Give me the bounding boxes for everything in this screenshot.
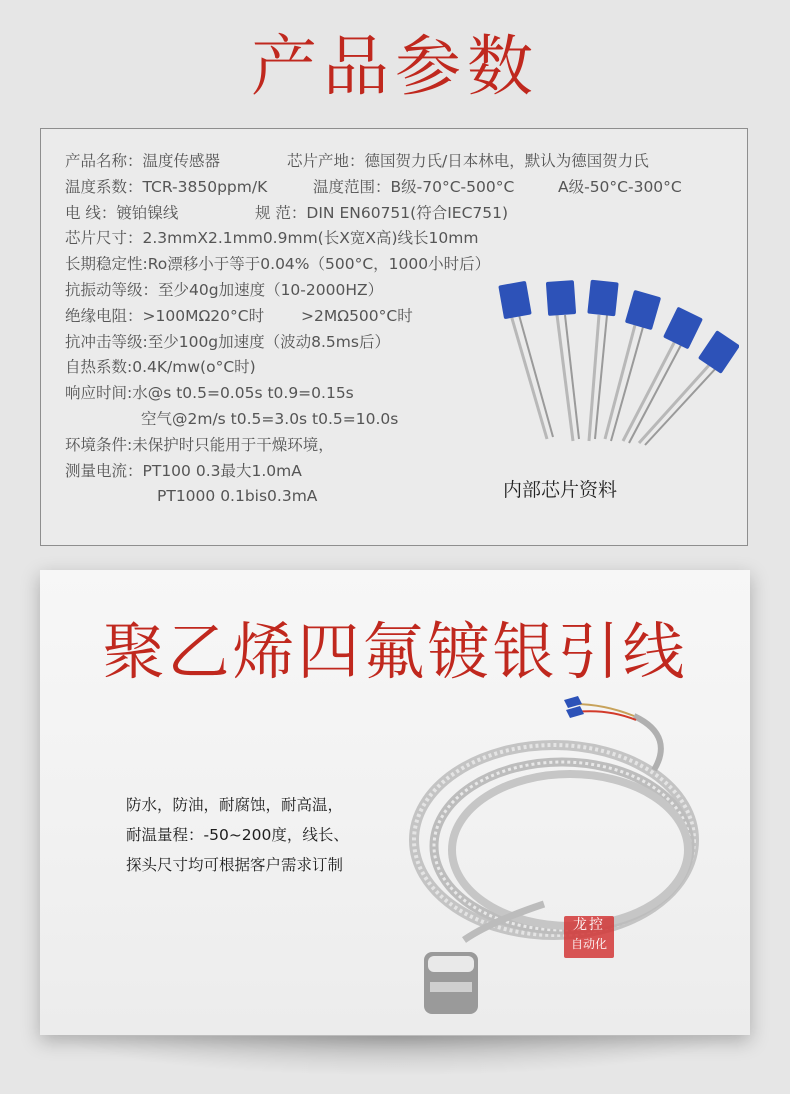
spec-chip-size: 芯片尺寸：2.3mmX2.1mm0.9mm(长X宽X高)线长10mm	[65, 229, 479, 248]
spec-shock: 抗冲击等级:至少100g加速度（波动8.5ms后）	[65, 332, 390, 351]
lead-wire-title: 聚乙烯四氟镀银引线	[102, 615, 688, 688]
spec-temp-range-a: A级-50°C-300°C	[558, 177, 682, 196]
description-line: 防水，防油，耐腐蚀，耐高温，	[126, 796, 344, 814]
description-line: 耐温量程：-50~200度，线长、	[126, 826, 349, 844]
spec-current-pt100: 测量电流：PT100 0.3最大1.0mA	[65, 461, 302, 480]
spec-insulation-20: 绝缘电阻：>100MΩ20°C时	[65, 306, 265, 325]
panel-shadow	[60, 1036, 730, 1076]
params-title: 产品参数	[251, 28, 539, 105]
spec-vibration: 抗振动等级：至少40g加速度（10-2000HZ）	[65, 280, 384, 299]
cable-sensor-image	[404, 690, 744, 1030]
spec-self-heating: 自热系数:0.4K/mw(o°C时)	[65, 358, 256, 377]
spec-chip-origin: 芯片产地：德国贺力氏/日本林电，默认为德国贺力氏	[287, 152, 649, 170]
stamp-line: 自动化	[570, 937, 607, 951]
params-box	[40, 128, 748, 546]
spec-product-name: 产品名称：温度传感器	[65, 152, 221, 170]
spec-current-pt1000: PT1000 0.1bis0.3mA	[157, 487, 318, 506]
sensor-chip	[546, 280, 579, 441]
description-line: 探头尺寸均可根据客户需求订制	[126, 856, 344, 874]
stamp-line: 龙控	[573, 917, 605, 933]
spec-response-air: 空气@2m/s t0.5=3.0s t0.5=10.0s	[141, 409, 399, 428]
spec-response-water: 响应时间:水@s t0.5=0.05s t0.9=0.15s	[65, 384, 354, 403]
brand-stamp	[564, 916, 614, 958]
spec-insulation-500: >2MΩ500°C时	[301, 306, 413, 325]
spec-standard: 规 范：DIN EN60751(符合IEC751)	[255, 203, 509, 222]
chip-caption: 内部芯片资料	[503, 479, 618, 501]
spec-temp-range-b: 温度范围：B级-70°C-500°C	[313, 177, 515, 196]
sensor-chip	[498, 281, 553, 439]
spec-temp-coefficient: 温度系数：TCR-3850ppm/K	[65, 177, 268, 196]
sensor-chips-image	[489, 279, 739, 449]
sensor-chip	[587, 280, 618, 441]
spec-environment: 环境条件:未保护时只能用于干燥环境，	[65, 435, 334, 454]
lead-description	[126, 790, 349, 880]
spec-wire: 电 线：镀铂镍线	[65, 203, 179, 222]
spec-stability: 长期稳定性:Ro漂移小于等于0.04%（500°C，1000小时后）	[65, 255, 491, 274]
